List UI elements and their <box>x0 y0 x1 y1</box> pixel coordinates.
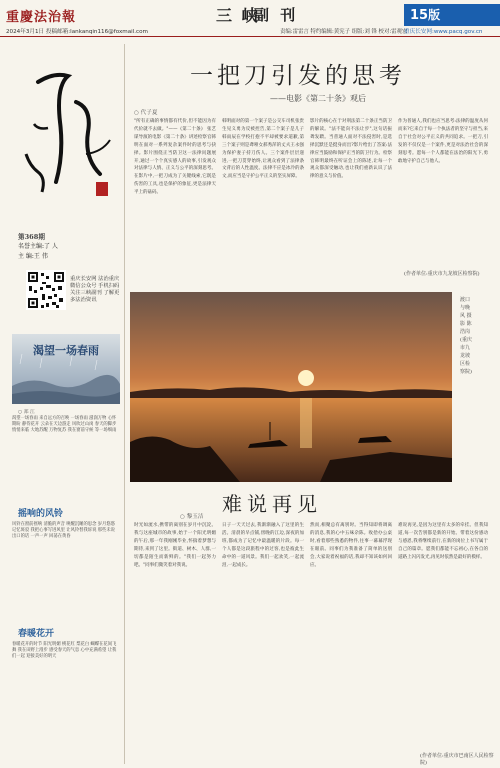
poem-heading-2: 摇响的风铃 <box>18 509 64 519</box>
section-title: 副 刊 <box>254 6 299 24</box>
article1-subheadline: ——电影《第二十条》观后 <box>270 94 366 103</box>
article2-column-4: 难说再见,是因为这里有太多的牵挂。但我知道,每一次告别都是新的开始。带着这份感动与感恩,我将继续前行,在新的岗位上书写属于自己的篇章。愿我们都能不忘初心,在各自的道路上闪闪发光,再见时依然是最好的模样。 <box>398 523 488 560</box>
calligraphy-artwork <box>16 62 116 212</box>
article1-author-credit: (作者单位:重庆市九龙坡区检察院) <box>404 271 480 277</box>
article1-column-4: 作为普通人,我们也应当思考:法律的温度从何而来?它来自于每一个执法者的坚守与担当,来自于社会对公平正义的共同追求。一把刀,引发的不仅仅是一个案件,更是对法治社会的深刻思考。愿每一个人都能在法治的阳光下,勇敢地守护自己与他人。 <box>398 119 488 164</box>
poem-title: 渴望一场春雨 <box>33 344 99 357</box>
sunset-lake-image <box>130 292 452 482</box>
photo-caption: 渡口与晚风 摄影 陈浩岗(重庆市九龙坡区检察院) <box>460 297 472 375</box>
column-divider <box>124 44 125 764</box>
page-label: 版 <box>428 8 441 22</box>
article1-column-3: 影片的核心在于对刑法第二十条正当防卫的解读。"法不能向不法让步",这句话振聋发聩。当普通人面对不法侵害时,是选择沉默还是挺身而出?影片给出了答案:法律应当鼓励和保护正当的防卫行为。检察官韩明最终在听证会上的陈述,让每一个观众都深受触动,也让我们重新认识了法律的意义与价值。 <box>310 119 392 180</box>
article2-headline: 难说再见 <box>222 492 322 516</box>
poem-heading-3: 春暖花开 <box>18 629 55 639</box>
masthead <box>0 0 500 46</box>
website-url[interactable]: 重庆长安网:www.pacq.gov.cn <box>404 29 483 35</box>
poem-body-3: 春暖花开的时节 阳光明媚 桃花红 梨花白 蝴蝶在花间飞舞 我在田野上漫步 感受春天的气息 心中充满希望 让我们一起 迎接美好的明天 <box>12 642 117 660</box>
poem-body-2: 风铃在窗前摇响 清脆的声音 唤醒沉睡的思念 岁月悠悠 记忆斑驳 我把心事写进风里 让风铃替我诉说 那些未说出口的话 一声一声 回荡在黄昏 <box>12 522 115 540</box>
date-line: 2024年3月1日 投稿邮箱:lankanqin116@foxmail.com <box>6 29 148 35</box>
article1-column-2: 韩明面对的第一个案子是公交车司机张贵生见义勇为反被控告,第二个案子是儿子韩雨辰在学校打抱不平却被要求道歉,第三个案子则是聋哑女郝秀萍的丈夫王永强为保护妻子持刀伤人。三个案件层层递进,一把刀贯穿始终,让观众看到了法律条文背后的人性温度。法律不应是冰冷的条文,而应当是守护公平正义的坚实屏障。 <box>222 119 304 180</box>
issue-number: 第368期 <box>18 233 45 241</box>
article1-author: ○ 代子夏 <box>134 110 158 116</box>
qr-code-icon[interactable] <box>26 270 66 310</box>
newspaper-brand: 重慶法治報 <box>6 10 77 25</box>
poem-body-1: 渴望一场春雨 来自远方的召唤 一场春雨 滋润万物 心怀期盼 静待花开 云朵在天边游走 风吹过山岗 春天的脚步 悄悄来临 大地苏醒 万物复苏 我在窗前守候 等一场细雨 <box>12 416 117 434</box>
article1-headline: 一把刀引发的思考 <box>190 63 406 89</box>
article1-column-1: "所有正确的事情都有代价,但不能因为有代价就不去做。"——《第二十条》 张艺谋导演的电影《第二十条》讲述检察官韩明在面对一系列复杂案件时的思考与抉择。影片围绕正当防卫这一法律问题展开,通过一个个真实感人的故事,引发观众对法律与人情、正义与公平的深刻思考。在影片中,一把刀成为了关键线索,它既是伤害的工具,也是保护的象征,更是法律天平上的砝码。 <box>134 119 216 196</box>
sunset-photo <box>130 292 452 482</box>
masthead-divider <box>0 36 500 37</box>
chief-editor: 主 编:王 伟 <box>18 253 48 260</box>
article2-column-3: 然而,相聚总有离别时。当得知即将调离的消息,我的心中五味杂陈。收拾办公桌时,看着那些熟悉的物件,往事一幕幕浮现在眼前。同事们为我准备了简单的送别会,大家说着祝福的话,我却不知该如何回应。 <box>310 523 392 568</box>
issue-info <box>18 232 118 262</box>
editors-line: 责编:雷雷言 特约编辑:黄宪子 组版:刘 锋 校对:雷观宏 <box>280 29 408 35</box>
article2-column-2: 日子一天天过去,我渐渐融入了这里的生活。清晨的早点铺,傍晚的江边,深夜的加班,都成为了记忆中最温暖的片段。每一个人都是这段旅程中的过客,也是彼此生命中的一道风景。我们一起欢笑,一起流泪,一起成长。 <box>222 523 304 568</box>
poem-author: ○ 郑 江 <box>18 410 35 415</box>
article2-column-1: 时光如流水,携带的离别在岁月中沉淀。我与这座城市的故事,始于一个阳光明媚的午后,那一年我刚刚毕业,怀揣着梦想与期待,来到了这里。街道、树木、人群,一切都是陌生而新鲜的。"我们一起努力吧。"同事们微笑着对我说。 <box>134 523 216 568</box>
section-logo: 三 峡 <box>216 6 260 25</box>
article2-author-credit: (作者单位:重庆市巴南区人民检察院) <box>420 753 494 766</box>
poem-banner-image <box>12 334 120 404</box>
page-number: 15 <box>410 8 429 23</box>
page-number-badge <box>404 4 500 26</box>
qr-caption: 重庆长安网 法治重庆 微信公众号 手机扫码 关注三峡副刊 了解更多法治资讯 <box>70 276 120 303</box>
article2-author: ○ 黎玉洁 <box>180 514 204 520</box>
left-column <box>4 44 122 764</box>
honorary-editor: 名誉主编:了 人 <box>18 243 58 250</box>
